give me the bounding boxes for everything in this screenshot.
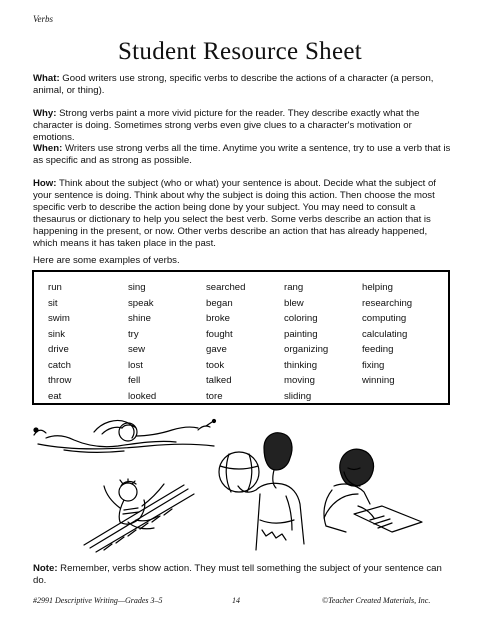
verb-item: sink [48, 328, 66, 340]
footer-book-title: #2991 Descriptive Writing—Grades 3–5 [33, 596, 163, 605]
swimmer-illustration [34, 420, 216, 453]
action-illustrations [24, 410, 454, 558]
what-text: Good writers use strong, specific verbs to describe the actions of a character (a person, animal, or thing). [33, 73, 434, 96]
footer-copyright: ©Teacher Created Materials, Inc. [322, 596, 431, 605]
verb-item: try [128, 328, 139, 340]
how-label: How: [33, 178, 57, 189]
note-text: Remember, verbs show action. They must tell something the subject of your sentence can do. [33, 563, 442, 586]
verb-item: sew [128, 344, 146, 355]
how-text: Think about the subject (who or what) your sentence is about. Decide what the subject of your sentence is doing. Think about why the subject is doing this action. Then choose the most specific verb to describe the action being done by your subject. You may need to consult a thesaurus or dictionary to help you select the best verb. Some verbs describe an action that is happening in the present, or now. Other verbs describe an action that has already happened, which means it has taken place in the past. [33, 178, 436, 249]
verb-column-1 [48, 280, 71, 404]
verb-item: shine [128, 313, 151, 324]
verb-item: catch [48, 359, 71, 371]
verb-item: run [48, 282, 62, 293]
footer-page-number: 14 [232, 596, 240, 605]
verb-item: gave [206, 344, 227, 355]
verb-item: eat [48, 390, 62, 402]
basketball-player-illustration [219, 433, 304, 550]
verb-item: tore [206, 390, 223, 402]
verb-item: sliding [284, 390, 312, 402]
verb-item: rang [284, 282, 304, 293]
verb-item: sit [48, 297, 58, 309]
verb-item: drive [48, 344, 69, 355]
note-paragraph [33, 563, 453, 587]
verb-item: coloring [284, 313, 318, 324]
when-paragraph [33, 143, 453, 167]
verb-item: broke [206, 313, 230, 324]
topic-tag: Verbs [33, 14, 53, 24]
verb-item: moving [284, 375, 315, 386]
why-text: Strong verbs paint a more vivid picture for the reader. They describe exactly what the character is doing. Sometimes strong verbs even give clues to a character's motivation or emotions. [33, 108, 420, 143]
verb-item: fell [128, 375, 141, 386]
verb-examples-box [32, 270, 450, 405]
verb-item: sing [128, 282, 146, 293]
verb-item: calculating [362, 328, 408, 340]
how-paragraph [33, 178, 453, 250]
verb-item: began [206, 297, 233, 309]
verb-item: searched [206, 282, 246, 293]
verb-item: painting [284, 328, 318, 340]
slide-illustration [84, 479, 194, 552]
what-label: What: [33, 73, 60, 84]
verb-item: fought [206, 328, 233, 340]
verb-item: researching [362, 297, 413, 309]
verb-item: took [206, 359, 225, 371]
why-label: Why: [33, 108, 57, 119]
verb-item: organizing [284, 344, 329, 355]
verb-item: speak [128, 297, 154, 309]
verb-item: talked [206, 375, 232, 386]
why-paragraph [33, 108, 453, 144]
verb-item: looked [128, 390, 157, 402]
verb-item: feeding [362, 344, 394, 355]
when-label: When: [33, 143, 63, 154]
verb-item: winning [362, 375, 395, 386]
verb-column-2 [128, 280, 156, 404]
verb-column-4 [284, 280, 328, 404]
verb-column-3 [206, 280, 245, 404]
verb-item: fixing [362, 359, 385, 371]
examples-intro: Here are some examples of verbs. [33, 255, 180, 266]
page-title: Student Resource Sheet [117, 38, 363, 65]
verb-item: lost [128, 359, 143, 371]
verb-item: blew [284, 297, 304, 309]
when-text: Writers use strong verbs all the time. Anytime you write a sentence, try to use a verb that is as specific and as strong as possible. [33, 143, 451, 166]
verb-item: helping [362, 282, 393, 293]
verb-item: throw [48, 375, 72, 386]
verb-item: swim [48, 313, 70, 324]
verb-item: thinking [284, 359, 318, 371]
verb-item: computing [362, 313, 407, 324]
verb-column-5 [362, 280, 412, 389]
what-paragraph [33, 73, 453, 97]
writing-child-illustration [324, 449, 422, 532]
note-label: Note: [33, 563, 58, 574]
